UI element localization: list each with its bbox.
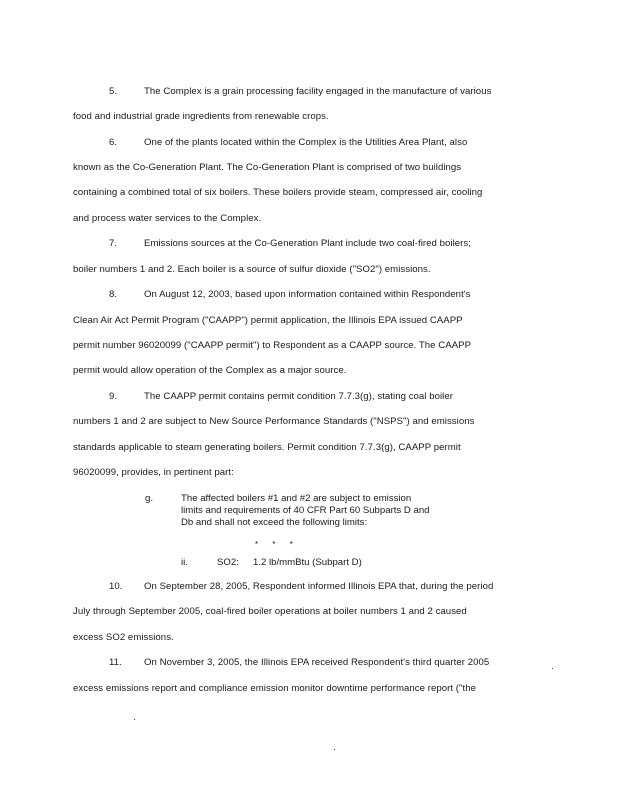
- quote-line-2: limits and requirements of 40 CFR Part 60 Subparts D and: [181, 505, 430, 516]
- paragraph-6-line-3: containing a combined total of six boilers. These boilers provide steam, compressed air, cooling: [73, 187, 483, 198]
- paragraph-8-line-1: On August 12, 2003, based upon information contained within Respondent's: [144, 289, 471, 300]
- scan-speck: [134, 719, 135, 720]
- paragraph-10-line-2: July through September 2005, coal-fired boiler operations at boiler numbers 1 and 2 caused: [73, 606, 467, 617]
- quote-line-1: The affected boilers #1 and #2 are subject to emission: [181, 493, 412, 504]
- paragraph-11-number: 11.: [109, 657, 122, 668]
- paragraph-10-line-3: excess SO2 emissions.: [73, 632, 174, 643]
- paragraph-8-number: 8.: [109, 289, 118, 300]
- paragraph-10-line-1: On September 28, 2005, Respondent informed Illinois EPA that, during the period: [144, 581, 494, 592]
- paragraph-9-line-2: numbers 1 and 2 are subject to New Source Performance Standards ("NSPS") and emissions: [73, 416, 475, 427]
- paragraph-6-line-4: and process water services to the Complex.: [73, 213, 262, 224]
- paragraph-5-number: 5.: [109, 86, 118, 97]
- paragraph-8-line-3: permit number 96020099 ("CAAPP permit") to Respondent as a CAAPP source. The CAAPP: [73, 340, 472, 351]
- paragraph-6-line-2: known as the Co-Generation Plant. The Co-Generation Plant is comprised of two buildings: [73, 162, 462, 173]
- paragraph-9-line-4: 96020099, provides, in pertinent part:: [73, 467, 234, 478]
- paragraph-6-number: 6.: [109, 137, 118, 148]
- paragraph-11-line-1: On November 3, 2005, the Illinois EPA received Respondent's third quarter 2005: [144, 657, 490, 668]
- paragraph-9-line-3: standards applicable to steam generating boilers. Permit condition 7.7.3(g), CAAPP permit: [73, 442, 461, 453]
- quote-line-3: Db and shall not exceed the following limits:: [181, 517, 368, 528]
- paragraph-11-line-2: excess emissions report and compliance emission monitor downtime performance report ("the: [73, 683, 476, 694]
- paragraph-8-line-2: Clean Air Act Permit Program ("CAAPP") permit application, the Illinois EPA issued CAAPP: [73, 315, 463, 326]
- quote-item-limit: 1.2 lb/mmBtu (Subpart D): [253, 557, 362, 568]
- paragraph-5-line-2: food and industrial grade ingredients from renewable crops.: [73, 111, 329, 122]
- paragraph-9-number: 9.: [109, 391, 118, 402]
- paragraph-9-line-1: The CAAPP permit contains permit condition 7.7.3(g), stating coal boiler: [144, 391, 453, 402]
- quote-letter: g.: [145, 493, 154, 504]
- quote-item-pollutant: SO2:: [217, 557, 239, 568]
- paragraph-7-number: 7.: [109, 238, 118, 249]
- paragraph-5-line-1: The Complex is a grain processing facility engaged in the manufacture of various: [144, 86, 492, 97]
- paragraph-6-line-1: One of the plants located within the Complex is the Utilities Area Plant, also: [144, 137, 468, 148]
- paragraph-8-line-4: permit would allow operation of the Complex as a major source.: [73, 365, 347, 376]
- paragraph-7-line-2: boiler numbers 1 and 2. Each boiler is a source of sulfur dioxide ("SO2") emissions.: [73, 264, 431, 275]
- quote-item-roman: ii.: [181, 557, 188, 568]
- scan-speck: [334, 749, 335, 750]
- paragraph-10-number: 10.: [109, 581, 123, 592]
- scan-speck: [552, 668, 553, 669]
- paragraph-7-line-1: Emissions sources at the Co-Generation Plant include two coal-fired boilers;: [144, 238, 471, 249]
- quote-ellipsis: * * *: [255, 540, 299, 549]
